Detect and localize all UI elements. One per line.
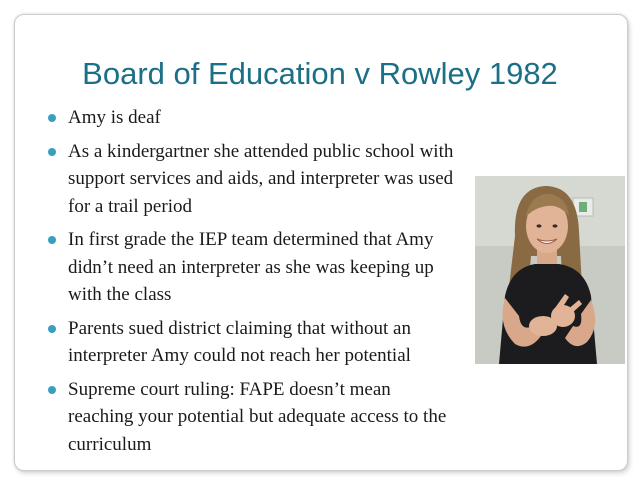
bullet-dot-icon: [48, 236, 56, 244]
bullet-item: [48, 226, 458, 309]
bullet-dot-icon: [48, 114, 56, 122]
bullet-text: In first grade the IEP team determined that Amy didn’t need an interpreter as she was keeping up with the class: [68, 229, 434, 305]
bullet-dot-icon: [48, 148, 56, 156]
bullet-dot-icon: [48, 386, 56, 394]
bullet-item: [48, 376, 458, 459]
bullet-item: [48, 138, 458, 221]
bullet-text: Parents sued district claiming that without an interpreter Amy could not reach her potential: [68, 317, 411, 366]
bullet-dot-icon: [48, 325, 56, 333]
bullet-text: Supreme court ruling: FAPE doesn’t mean reaching your potential but adequate access to the curriculum: [68, 378, 447, 455]
slide-title: Board of Education v Rowley 1982: [82, 56, 558, 91]
bullet-text: As a kindergartner she attended public school with support services and aids, and interpreter was used for a trail period: [68, 140, 454, 217]
bullet-item: [48, 104, 458, 132]
bullet-text: Amy is deaf: [68, 107, 161, 128]
bullet-item: [48, 315, 458, 370]
woman-signing-photo: [475, 176, 625, 364]
bullet-list: [48, 104, 458, 464]
